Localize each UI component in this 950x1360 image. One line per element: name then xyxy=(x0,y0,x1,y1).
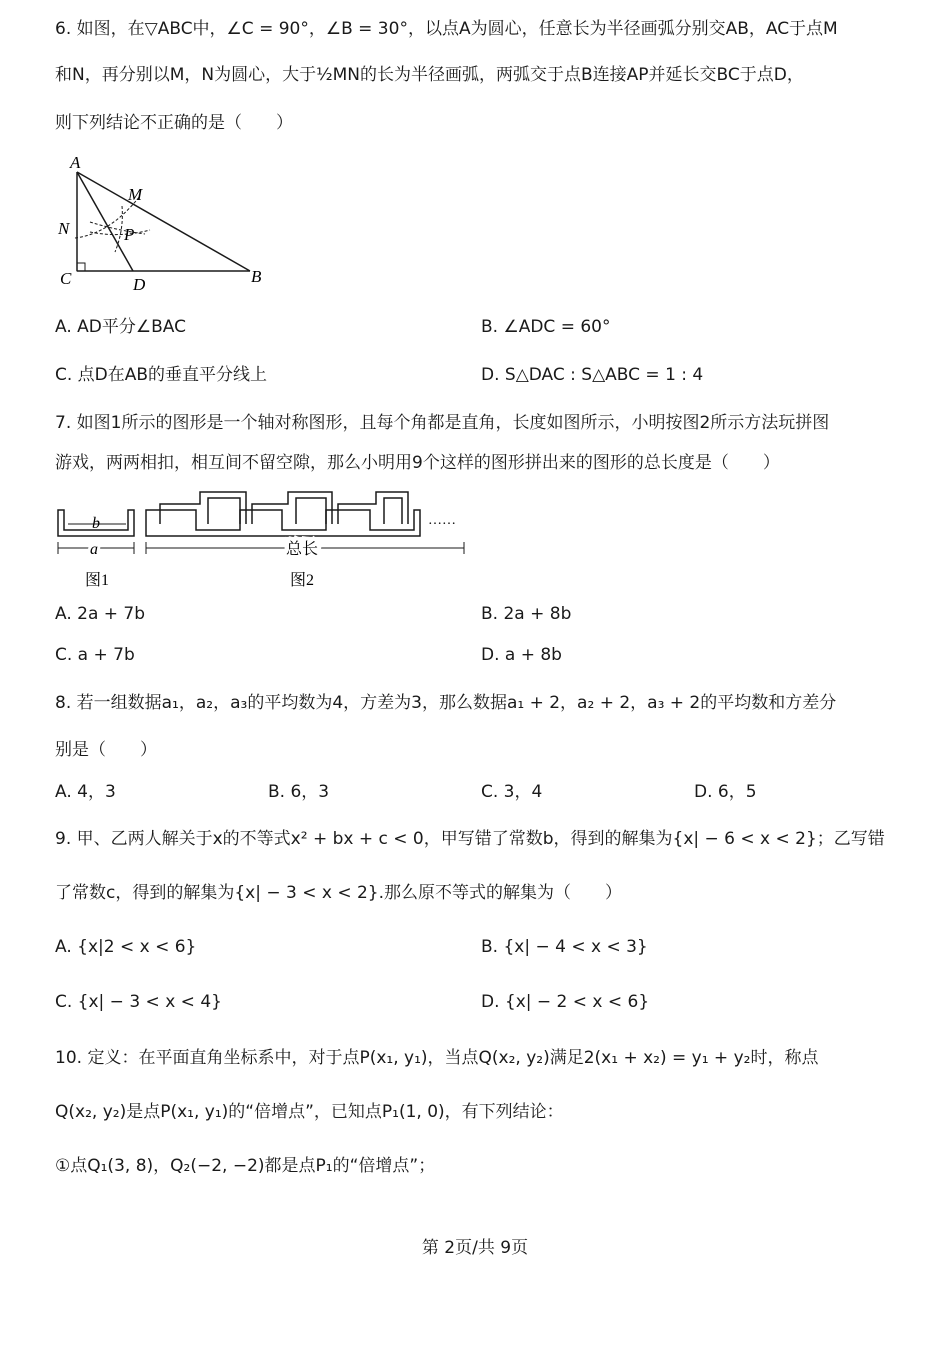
q7-line-1: 7. 如图1所示的图形是一个轴对称图形，且每个角都是直角，长度如图所示，小明按图2所示方法玩拼图 xyxy=(55,413,830,433)
q6-line-3: 则下列结论不正确的是（ ） xyxy=(55,113,293,133)
q8-option-b: B. 6，3 xyxy=(268,782,330,802)
q6-option-c: C. 点D在AB的垂直平分线上 xyxy=(55,365,268,385)
q8-line-1: 8. 若一组数据a₁，a₂，a₃的平均数为4，方差为3，那么数据a₁ + 2，a₂ + 2，a₃ + 2的平均数和方差分 xyxy=(55,693,837,713)
q6-option-a: A. AD平分∠BAC xyxy=(55,317,186,337)
q7-figure xyxy=(50,484,480,594)
right-angle-mark xyxy=(77,263,85,271)
q7-option-a: A. 2a + 7b xyxy=(55,604,146,624)
bisector-ad xyxy=(77,172,133,271)
page-footer: 第 2页/共 9页 xyxy=(421,1238,529,1258)
arc-from-n xyxy=(90,222,145,234)
label-m: M xyxy=(128,185,143,204)
q10-line-1: 10. 定义：在平面直角坐标系中，对于点P(x₁, y₁)，当点Q(x₂, y₂)满足2(x₁ + x₂) = y₁ + y₂时，称点 xyxy=(55,1048,819,1068)
q8-option-a: A. 4，3 xyxy=(55,782,116,802)
label-d: D xyxy=(133,275,146,294)
label-n: N xyxy=(58,219,70,238)
q6-line-1: 6. 如图，在▽ABC中，∠C = 90°，∠B = 30°，以点A为圆心，任意长为半径画弧分别交AB，AC于点M xyxy=(55,19,838,39)
label-p: P xyxy=(124,225,135,244)
side-ab xyxy=(77,172,250,271)
fig1-caption: 图1 xyxy=(85,572,110,589)
label-a: A xyxy=(70,153,81,172)
q8-option-c: C. 3，4 xyxy=(481,782,543,802)
fig2-ellipsis: …… xyxy=(428,513,456,528)
q8-line-2: 别是（ ） xyxy=(55,740,157,760)
fig1-a-label: a xyxy=(90,541,98,558)
q7-option-b: B. 2a + 8b xyxy=(481,604,572,624)
q6-triangle-figure xyxy=(50,150,280,300)
q10-line-3: ①点Q₁(3, 8)，Q₂(−2, −2)都是点P₁的“倍增点”； xyxy=(55,1156,436,1176)
fig2-caption: 图2 xyxy=(290,572,315,589)
q6-option-d: D. S△DAC : S△ABC = 1 : 4 xyxy=(481,365,704,385)
q9-option-a: A. {x|2 < x < 6} xyxy=(55,937,197,957)
q7-option-d: D. a + 8b xyxy=(481,645,562,665)
q9-line-2: 了常数c，得到的解集为{x| − 3 < x < 2}.那么原不等式的解集为（ ） xyxy=(55,883,623,903)
fig2-total-label: 总长 xyxy=(286,541,319,558)
q7-line-2: 游戏，两两相扣，相互间不留空隙，那么小明用9个这样的图形拼出来的图形的总长度是（ ） xyxy=(55,453,780,473)
fig2-bottom-row xyxy=(146,510,420,536)
q6-line-2: 和N，再分别以M，N为圆心，大于½MN的长为半径画弧，两弧交于点B连接AP并延长交BC于点D， xyxy=(55,65,804,85)
q8-option-d: D. 6，5 xyxy=(694,782,757,802)
q6-option-b: B. ∠ADC = 60° xyxy=(481,317,611,337)
label-b: B xyxy=(251,267,262,286)
q7-option-c: C. a + 7b xyxy=(55,645,135,665)
fig2-top-row xyxy=(160,492,408,524)
q9-option-d: D. {x| − 2 < x < 6} xyxy=(481,992,650,1012)
label-c: C xyxy=(60,269,72,288)
q9-option-b: B. {x| − 4 < x < 3} xyxy=(481,937,648,957)
q9-line-1: 9. 甲、乙两人解关于x的不等式x² + bx + c < 0，甲写错了常数b，得到的解集为{x| − 6 < x < 2}；乙写错 xyxy=(55,829,885,849)
q10-line-2: Q(x₂, y₂)是点P(x₁, y₁)的“倍增点”，已知点P₁(1, 0)，有下列结论： xyxy=(55,1102,564,1122)
q9-option-c: C. {x| − 3 < x < 4} xyxy=(55,992,222,1012)
fig1-b-label: b xyxy=(92,515,100,532)
